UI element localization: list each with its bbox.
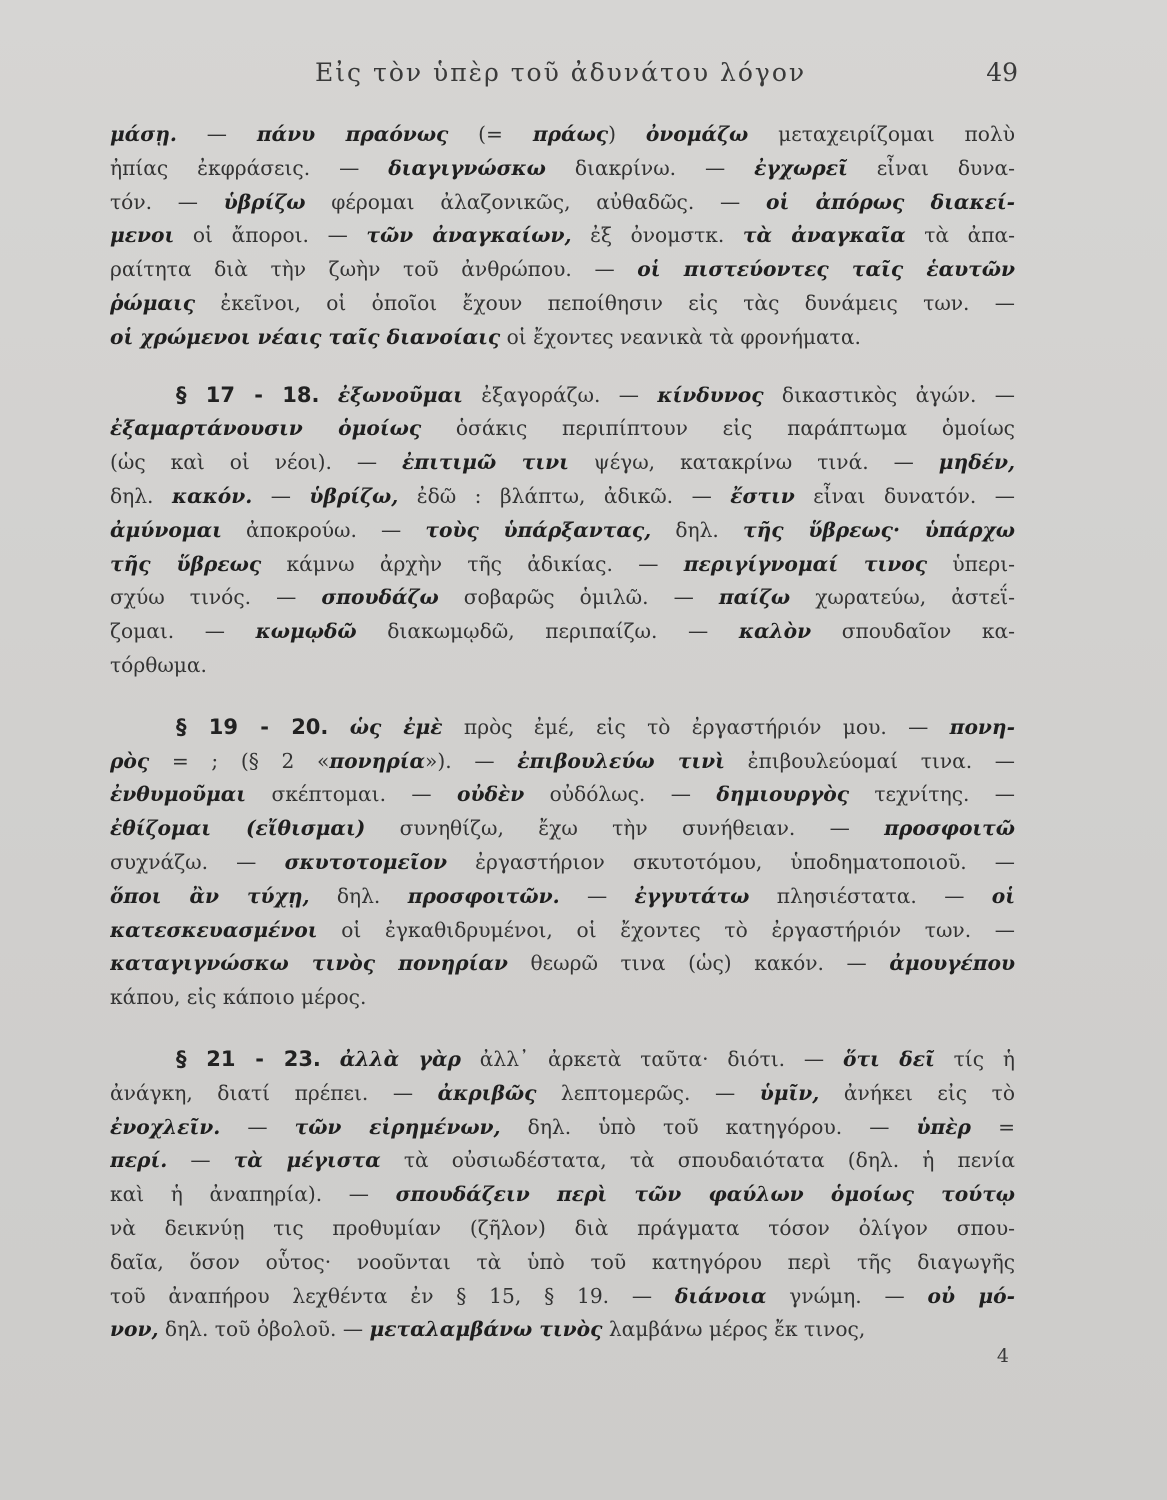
text-line — [110, 321, 1015, 355]
gloss-text: οἱ ἐγκαθιδρυμένοι, οἱ ἔχοντες τὸ ἐργαστήριόν των. — — [317, 917, 1015, 942]
lemma-term: σπουδάζειν περὶ τῶν φαύλων ὁμοίως τούτῳ — [395, 1182, 1015, 1207]
lemma-term: ἔστιν — [730, 483, 795, 508]
gloss-text: καὶ ἡ ἀναπηρία). — — [110, 1182, 396, 1207]
text-line — [110, 846, 1015, 880]
lemma-term: ὀνομάζω — [645, 122, 749, 146]
text-line — [110, 947, 1015, 981]
lemma-term: προσφοιτῶ — [884, 816, 1015, 841]
lemma-term: δημιουργὸς — [716, 782, 849, 807]
lemma-term: ἐθίζομαι (εἴθισμαι) — [110, 816, 366, 841]
gloss-text — [328, 715, 349, 739]
text-line — [110, 446, 1015, 480]
gloss-text: τόν. — — [110, 189, 224, 214]
lemma-term: περί. — [110, 1148, 168, 1173]
gloss-text: εἶναι δυνατόν. — — [794, 483, 1015, 508]
lemma-term: πονη- — [949, 714, 1015, 739]
lemma-term: σκυτοτομεῖον — [284, 849, 447, 874]
lemma-term: πονηρία — [329, 748, 426, 773]
gloss-text: τεχνίτης. — — [848, 782, 1015, 807]
gloss-text: δηλ. — [651, 517, 743, 542]
gloss-text: θεωρῶ τινα (ὡς) κακόν. — — [507, 951, 890, 976]
gloss-text: ἀποκρούω. — — [221, 517, 426, 542]
page-number: 49 — [986, 58, 1018, 87]
text-line — [110, 1178, 1015, 1212]
text-line — [110, 914, 1015, 948]
gloss-text: ἐξαγοράζω. — — [462, 382, 658, 407]
lemma-term: ρὸς — [110, 748, 150, 773]
lemma-term: ἀλλὰ γὰρ — [339, 1046, 461, 1071]
lemma-term: ἀμουγέπου — [889, 951, 1015, 976]
text-line — [110, 1144, 1015, 1178]
lemma-term: μεταλαμβάνω τινὸς — [369, 1317, 603, 1342]
lemma-term: ῥώμαις — [110, 290, 196, 315]
gloss-text: κάμνω ἀρχὴν τῆς ἀδικίας. — — [261, 551, 684, 576]
gloss-text: — — [220, 1114, 295, 1139]
lemma-term: τῆς ὕβρεως — [110, 551, 262, 576]
text-line — [110, 1313, 1015, 1347]
gloss-text: οἱ ἄποροι. — — [174, 223, 367, 248]
lemma-term: ἐνοχλεῖν. — [110, 1114, 221, 1139]
gloss-text: οὐδόλως. — — [524, 782, 717, 807]
lemma-term: μάσῃ. — [110, 122, 177, 146]
gloss-text: γνώμη. — — [766, 1283, 928, 1308]
gloss-text: τὰ οὐσιωδέστατα, τὰ σπουδαιότατα (δηλ. ἡ πενία — [380, 1148, 1015, 1173]
gloss-text: συχνάζω. — — [110, 849, 285, 874]
gloss-text: — — [252, 483, 310, 508]
text-line — [110, 1077, 1015, 1111]
gloss-text: τόρθωμα. — [110, 652, 207, 677]
gloss-text: = — [970, 1114, 1015, 1139]
gloss-text: ἐκεῖνοι, οἱ ὁποῖοι ἔχουν πεποίθησιν εἰς τὰς δυνάμεις των. — — [195, 290, 1015, 315]
gloss-text: (ὡς καὶ οἱ νέοι). — — [110, 450, 403, 475]
lemma-term: ἐπιβουλεύω τινὶ — [517, 748, 725, 773]
text-line — [110, 778, 1015, 812]
lemma-term: τὰ ἀναγκαῖα — [742, 223, 906, 248]
gloss-text: διακωμῳδῶ, περιπαίζω. — — [356, 619, 739, 644]
text-line — [110, 379, 1015, 413]
gloss-text: σκέπτομαι. — — [246, 782, 457, 807]
text-line — [110, 981, 1015, 1015]
gloss-text: ἐργαστήριον σκυτοτόμου, ὑποδηματοποιοῦ. — — [446, 849, 1015, 874]
gloss-text: εἶναι δυνα- — [847, 155, 1015, 180]
lemma-term: τῶν ἀναγκαίων, — [366, 223, 572, 248]
gloss-text: σοβαρῶς ὁμιλῶ. — — [438, 585, 719, 610]
running-title: Εἰς τὸν ὑπὲρ τοῦ ἀδυνάτου λόγον — [315, 58, 807, 87]
gloss-text: τοῦ ἀναπήρου λεχθέντα ἐν § 15, § 19. — — [110, 1283, 675, 1308]
lemma-term: διαγιγνώσκω — [388, 155, 546, 180]
text-line — [110, 615, 1015, 649]
gloss-text: δηλ. — [309, 883, 408, 908]
gloss-text — [319, 383, 337, 407]
gloss-text: δαῖα, ὅσον οὗτος· νοοῦνται τὰ ὑπὸ τοῦ κατηγόρου περὶ τῆς διαγωγῆς — [110, 1249, 1015, 1274]
gloss-text: σχύω τινός. — — [110, 585, 322, 610]
gloss-text: δηλ. — [110, 483, 172, 508]
text-line — [110, 1280, 1015, 1314]
text-line — [110, 287, 1015, 321]
gloss-text: »). — — [425, 748, 518, 773]
gloss-text: ψέγω, κατακρίνω τινά. — — [568, 450, 939, 475]
lemma-term: ἐξωνοῦμαι — [337, 382, 463, 407]
text-line — [110, 581, 1015, 615]
gloss-text: συνηθίζω, ἔχω τὴν συνήθειαν. — — [365, 816, 885, 841]
paragraph-section-21-23 — [110, 1043, 1015, 1347]
text-line — [110, 219, 1015, 253]
gloss-text: (= — [448, 122, 533, 146]
lemma-term: ἐγχωρεῖ — [754, 155, 848, 180]
gloss-text: δηλ. τοῦ ὀβολοῦ. — — [158, 1317, 370, 1342]
lemma-term: τοὺς ὑπάρξαντας, — [425, 517, 652, 542]
text-line — [110, 745, 1015, 779]
lemma-term: οἱ — [991, 883, 1015, 908]
lemma-term: πάνυ πραόνως — [256, 122, 449, 146]
text-line — [110, 1246, 1015, 1280]
text-line — [110, 812, 1015, 846]
text-line — [110, 880, 1015, 914]
gloss-text: ζομαι. — — [110, 619, 256, 644]
gloss-text: ραίτητα διὰ τὴν ζωὴν τοῦ ἀνθρώπου. — — [110, 257, 638, 282]
section-reference: § 17 - 18. — [176, 382, 320, 407]
lemma-term: τὰ μέγιστα — [233, 1148, 381, 1173]
lemma-term: ἀκριβῶς — [437, 1080, 537, 1105]
gloss-text: ὁσάκις περιπίπτουν εἰς παράπτωμα ὁμοίως — [421, 416, 1015, 441]
gloss-text: ἀνήκει εἰς τὸ — [819, 1080, 1015, 1105]
lemma-term: διάνοια — [674, 1283, 767, 1308]
running-header — [110, 58, 1018, 98]
gloss-text: οἱ ἔχοντες νεανικὰ τὰ φρονήματα. — [500, 324, 861, 349]
lemma-term: πράως — [532, 122, 609, 146]
gloss-text: χωρατεύω, ἀστεΐ- — [790, 585, 1015, 610]
lemma-term: ὑμῖν, — [759, 1080, 820, 1105]
section-reference: § 21 - 23. — [176, 1046, 321, 1071]
text-line — [110, 1043, 1015, 1077]
gloss-text: ) — [608, 122, 646, 146]
text-line — [110, 412, 1015, 446]
lemma-term: παίζω — [718, 585, 791, 610]
lemma-term: οἱ ἀπόρως διακεί- — [765, 189, 1015, 214]
lemma-term: νον, — [110, 1317, 159, 1342]
lemma-term: σπουδάζω — [321, 585, 439, 610]
text-line — [110, 152, 1015, 186]
gloss-text: τὰ ἀπα- — [905, 223, 1015, 248]
text-line — [110, 649, 1015, 683]
gloss-text: σπουδαῖον κα- — [811, 619, 1015, 644]
gloss-text: διακρίνω. — — [545, 155, 755, 180]
commentary-body — [110, 118, 1015, 1347]
lemma-term: ὅποι ἂν τύχῃ, — [110, 883, 310, 908]
section-reference: § 19 - 20. — [176, 714, 329, 739]
lemma-term: οὐδὲν — [457, 782, 525, 807]
paragraph-section-19-20 — [110, 711, 1015, 1015]
lemma-term: ἐνθυμοῦμαι — [110, 782, 247, 807]
text-line — [110, 480, 1015, 514]
gloss-text: λεπτομερῶς. — — [536, 1080, 760, 1105]
gloss-text: δηλ. ὑπὸ τοῦ κατηγόρου. — — [500, 1114, 917, 1139]
gloss-text: κάπου, εἰς κάποιο μέρος. — [110, 985, 367, 1010]
gloss-text: ἐξ ὀνομστκ. — [571, 223, 743, 248]
gloss-text: ὑπερι- — [927, 551, 1015, 576]
gloss-text: τίς ἡ — [934, 1046, 1015, 1071]
lemma-term: ἐξαμαρτάνουσιν ὁμοίως — [110, 416, 422, 441]
lemma-term: οἱ πιστεύοντες ταῖς ἑαυτῶν — [637, 257, 1015, 282]
lemma-term: καλὸν — [738, 619, 812, 644]
gloss-text: φέρομαι ἀλαζονικῶς, αὐθαδῶς. — — [305, 189, 766, 214]
text-line — [110, 1212, 1015, 1246]
gloss-text: πλησιέστατα. — — [749, 883, 992, 908]
lemma-term: περιγίγνομαί τινος — [683, 551, 928, 576]
lemma-term: ἐγγυτάτω — [634, 883, 750, 908]
gloss-text: δικαστικὸς ἀγών. — — [763, 382, 1015, 407]
gloss-text — [321, 1047, 340, 1071]
lemma-term: ὑβρίζω — [223, 189, 306, 214]
text-line — [110, 186, 1015, 220]
text-line — [110, 118, 1015, 152]
text-line — [110, 514, 1015, 548]
gloss-text: = ; (§ 2 « — [149, 748, 330, 773]
gloss-text: πρὸς ἐμέ, εἰς τὸ ἐργαστήριόν μου. — — [442, 714, 950, 739]
text-line — [110, 711, 1015, 745]
gloss-text: λαμβάνω μέρος ἔκ τινος, — [602, 1317, 866, 1342]
paragraph-section-17-18 — [110, 379, 1015, 683]
lemma-term: ὡς ἐμὲ — [349, 714, 443, 739]
lemma-term: ὑβρίζω, — [309, 483, 399, 508]
lemma-term: κωμῳδῶ — [255, 619, 357, 644]
text-line — [110, 253, 1015, 287]
lemma-term: τῶν εἰρημένων, — [294, 1114, 501, 1139]
lemma-term: μηδέν, — [938, 450, 1015, 475]
gloss-text: ἠπίας ἐκφράσεις. — — [110, 155, 389, 180]
lemma-term: ἐπιτιμῶ τινι — [402, 450, 569, 475]
gloss-text: ἐπιβουλεύομαί τινα. — — [724, 748, 1015, 773]
lemma-term: καταγιγνώσκω τινὸς πονηρίαν — [110, 951, 508, 976]
lemma-term: κακόν. — [171, 483, 253, 508]
lemma-term: τῆς ὕβρεως· ὑπάρχω — [743, 517, 1015, 542]
lemma-term: οἱ χρώμενοι νέαις ταῖς διανοίαις — [110, 324, 501, 349]
lemma-term: προσφοιτῶν. — [407, 883, 560, 908]
gloss-text: — — [167, 1148, 234, 1173]
lemma-term: κίνδυνος — [657, 382, 764, 407]
gloss-text: — — [559, 883, 635, 908]
lemma-term: ἀμύνομαι — [110, 517, 222, 542]
text-line — [110, 548, 1015, 582]
gloss-text: ἀλλ᾽ ἀρκετὰ ταῦτα· διότι. — — [460, 1046, 843, 1071]
lemma-term: μενοι — [110, 223, 175, 248]
lemma-term: ὅτι δεῖ — [842, 1046, 935, 1071]
gloss-text: ἐδῶ : βλάπτω, ἀδικῶ. — — [398, 483, 731, 508]
lemma-term: κατεσκευασμένοι — [110, 917, 318, 942]
paragraph-intro — [110, 118, 1015, 355]
gloss-text: νὰ δεικνύῃ τις προθυμίαν (ζῆλον) διὰ πράγματα τόσον ὀλίγον σπου- — [110, 1215, 1015, 1240]
lemma-term: ὑπὲρ — [916, 1114, 971, 1139]
gloss-text: ἀνάγκη, διατί πρέπει. — — [110, 1080, 438, 1105]
gloss-text: μεταχειρίζομαι πολὺ — [748, 122, 1015, 146]
signature-mark: 4 — [996, 1345, 1009, 1367]
lemma-term: οὐ μό- — [927, 1283, 1015, 1308]
gloss-text: — — [176, 122, 257, 146]
text-line — [110, 1111, 1015, 1145]
